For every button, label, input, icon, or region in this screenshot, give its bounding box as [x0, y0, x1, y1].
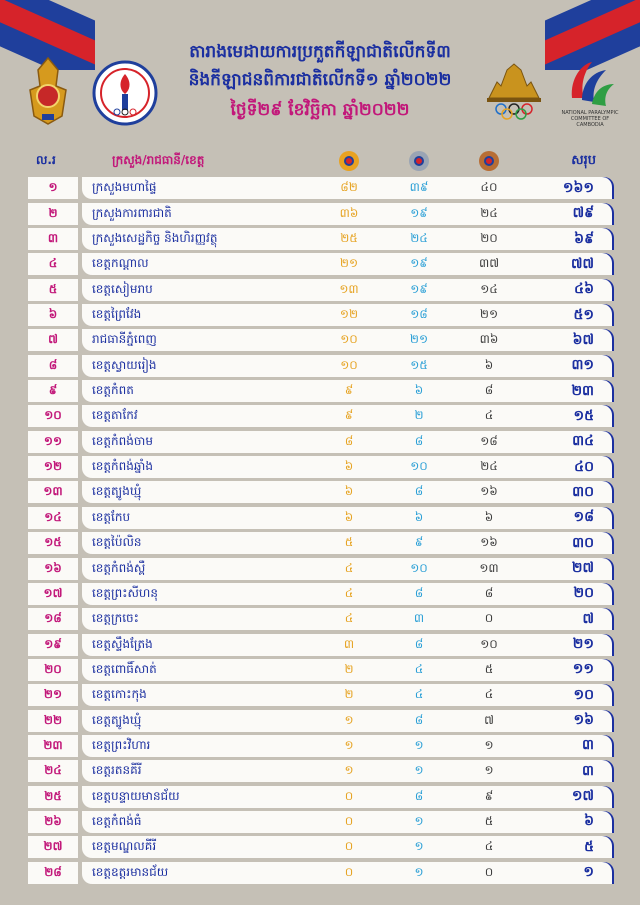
row-body	[82, 532, 612, 554]
row-bronze: ១៦	[480, 484, 498, 499]
row-body	[82, 329, 612, 351]
row-number: ១	[28, 177, 78, 199]
table-header	[28, 148, 612, 174]
row-body	[82, 760, 612, 782]
row-body	[82, 558, 612, 580]
row-name: ខេត្តមណ្ឌលគីរី	[92, 839, 157, 854]
row-silver: ៦	[414, 509, 424, 524]
row-body	[82, 608, 612, 630]
row-name: ខេត្តបន្ទាយមានជ័យ	[92, 788, 180, 803]
row-silver: ៨	[414, 433, 424, 448]
row-gold: ៩	[344, 383, 354, 398]
row-silver: ១៩	[410, 256, 428, 271]
row-silver: ៨	[414, 788, 424, 803]
table-row	[28, 786, 612, 808]
row-total: ៦៧	[572, 331, 594, 348]
row-bronze: ៥	[484, 813, 494, 828]
row-gold: ០	[344, 813, 354, 828]
row-bronze: ៤	[484, 839, 494, 854]
row-body	[82, 634, 612, 656]
row-name: ខេត្តព្រះវិហារ	[92, 737, 151, 752]
row-total: ១៧	[571, 788, 594, 805]
row-name: ខេត្តប៉ៃលិន	[92, 535, 142, 550]
row-total: ១៦	[573, 712, 594, 729]
row-gold: ២១	[339, 256, 359, 271]
row-name: ខេត្តត្បូងឃ្មុំ	[92, 484, 142, 499]
row-name: ខេត្តកំពត	[92, 383, 134, 398]
header-name: ក្រសួង/រាជធានី/ខេត្ត	[112, 153, 205, 167]
row-total: ១៦១	[562, 179, 594, 196]
row-silver: ១៩	[410, 281, 428, 296]
row-total: ៧៩	[572, 205, 594, 222]
row-number: ១៧	[28, 583, 78, 605]
table-body	[28, 177, 612, 883]
row-silver: ៤	[414, 661, 424, 676]
row-silver: ១០	[410, 560, 428, 575]
page-date: ថ្ងៃទី២៩ ខែវិច្ឆិកា ឆ្នាំ២០២២	[230, 100, 410, 120]
row-gold: ៤	[344, 611, 354, 626]
row-gold: ៩	[344, 408, 354, 423]
angkor-olympic-rings-icon	[478, 56, 550, 126]
row-total: ៤៦	[574, 281, 594, 298]
row-number: ២៧	[28, 836, 78, 858]
row-silver: ១៩	[410, 205, 428, 220]
row-gold: ៣៦	[339, 205, 359, 220]
row-gold: ៤	[344, 585, 354, 600]
row-body	[82, 253, 612, 275]
row-total: ៧	[582, 610, 594, 627]
row-total: ៣០	[572, 534, 594, 551]
row-number: ៤	[28, 253, 78, 275]
row-number: ១៦	[28, 558, 78, 580]
table-row	[28, 760, 612, 782]
row-gold: ៥	[344, 535, 354, 550]
row-name: ខេត្តស្វាយរៀង	[92, 357, 157, 372]
page-title-line1: តារាងមេដាយការប្រកួតកីឡាជាតិលើកទី៣	[189, 42, 451, 62]
row-gold: ៦	[344, 459, 354, 474]
row-silver: ៨	[414, 712, 424, 727]
row-number: ១៥	[28, 532, 78, 554]
row-silver: ៦	[414, 383, 424, 398]
row-bronze: ៣៦	[479, 332, 499, 347]
bronze-medal-icon	[479, 151, 499, 171]
row-gold: ៨២	[340, 180, 358, 195]
row-number: ១២	[28, 456, 78, 478]
row-number: ២៥	[28, 786, 78, 808]
row-silver: ៣	[413, 611, 425, 626]
table-row	[28, 735, 612, 757]
row-bronze: ៣៧	[478, 256, 500, 271]
row-body	[82, 836, 612, 858]
row-number: ១៨	[28, 608, 78, 630]
row-silver: ៩	[414, 535, 424, 550]
npc-caption: NATIONAL PARALYMPIC COMMITTEE OF CAMBODIA	[561, 110, 619, 128]
row-silver: ១៥	[410, 357, 428, 372]
table-row	[28, 405, 612, 427]
row-total: ១១	[572, 661, 594, 678]
row-gold: ១៣	[339, 281, 359, 296]
table-row	[28, 836, 612, 858]
row-number: ១៤	[28, 507, 78, 529]
row-total: ៦៩	[574, 230, 594, 247]
row-name: ក្រសួងការពារជាតិ	[92, 205, 172, 220]
row-bronze: ១៦	[480, 535, 498, 550]
row-number: ២៤	[28, 760, 78, 782]
row-number: ៣	[28, 228, 78, 250]
row-gold: ៤	[344, 560, 354, 575]
header-total: សរុប	[571, 152, 596, 168]
row-gold: ១	[344, 737, 354, 752]
row-total: ៥១	[573, 306, 594, 323]
row-number: ២៣	[28, 735, 78, 757]
row-name: ក្រសួងសេដ្ឋកិច្ច និងហិរញ្ញវត្ថុ	[92, 231, 218, 246]
table-row	[28, 583, 612, 605]
row-total: ៧៧	[571, 255, 594, 272]
row-gold: ១០	[340, 357, 358, 372]
row-name: ខេត្តកំពង់ស្ពឺ	[92, 560, 146, 575]
ministry-emblem-icon	[22, 56, 74, 126]
row-name: ខេត្តព្រៃវែង	[92, 307, 142, 322]
row-bronze: ៤០	[480, 180, 498, 195]
row-silver: ១	[414, 839, 424, 854]
row-gold: ១	[344, 712, 354, 727]
row-bronze: ៧	[484, 712, 494, 727]
row-gold: ០	[344, 864, 354, 879]
row-name: ខេត្តសៀមរាប	[92, 281, 153, 296]
medal-table	[28, 148, 612, 884]
table-row	[28, 203, 612, 225]
table-row	[28, 253, 612, 275]
row-silver: ២	[414, 408, 424, 423]
row-body	[82, 786, 612, 808]
row-total: ២៣	[571, 382, 594, 399]
row-total: ១៥	[573, 407, 594, 424]
row-bronze: ១០	[480, 636, 498, 651]
row-bronze: ០	[484, 864, 494, 879]
table-row	[28, 710, 612, 732]
page-title-line2: និងកីឡាជនពិការជាតិលើកទី១ ឆ្នាំ២០២២	[188, 70, 452, 90]
table-row	[28, 634, 612, 656]
row-total: ២៧	[571, 560, 594, 576]
table-row	[28, 177, 612, 199]
row-gold: ១២	[339, 307, 359, 322]
row-body	[82, 279, 612, 301]
header-no: ល.រ	[36, 153, 56, 167]
row-silver: ៣៩	[409, 180, 429, 195]
row-name: ខេត្តស្ទឹងត្រែង	[92, 636, 153, 651]
row-bronze: ២០	[480, 231, 498, 246]
row-total: ៣០	[572, 483, 594, 500]
gold-medal-icon	[339, 151, 359, 171]
row-body	[82, 684, 612, 706]
row-total: ១៨	[573, 509, 594, 526]
row-silver: ៨	[414, 484, 424, 499]
row-name: ក្រសួងមហាផ្ទៃ	[92, 180, 157, 195]
row-number: ១០	[28, 405, 78, 427]
row-bronze: ៤	[484, 408, 494, 423]
row-bronze: ៥	[484, 661, 494, 676]
row-silver: ១០	[410, 459, 428, 474]
table-row	[28, 228, 612, 250]
row-gold: ១	[344, 763, 354, 778]
table-row	[28, 355, 612, 377]
row-gold: ៣	[343, 636, 355, 651]
table-row	[28, 481, 612, 503]
row-silver: ១៨	[410, 307, 428, 322]
row-name: ខេត្តត្បូងឃ្មុំ	[92, 712, 142, 727]
row-gold: ១០	[340, 332, 358, 347]
row-total: ២១	[572, 636, 594, 653]
row-number: ២១	[28, 684, 78, 706]
row-bronze: ១	[484, 737, 494, 752]
row-silver: ៨	[414, 585, 424, 600]
row-body	[82, 659, 612, 681]
row-name: ខេត្តក្រចេះ	[92, 611, 139, 626]
table-row	[28, 659, 612, 681]
row-bronze: ២៤	[480, 205, 498, 220]
row-body	[82, 481, 612, 503]
row-number: ៦	[28, 304, 78, 326]
table-row	[28, 811, 612, 833]
row-bronze: ១៤	[480, 281, 498, 296]
row-number: ២	[28, 203, 78, 225]
table-row	[28, 558, 612, 580]
row-gold: ៦	[344, 484, 354, 499]
noc-torch-icon	[92, 60, 158, 126]
row-body	[82, 431, 612, 453]
row-name: ខេត្តកោះកុង	[92, 687, 147, 702]
row-body	[82, 456, 612, 478]
row-bronze: ៨	[484, 585, 494, 600]
row-number: ២៨	[28, 862, 78, 884]
row-body	[82, 811, 612, 833]
paralympic-agitos-icon	[560, 58, 620, 128]
row-number: ១១	[28, 431, 78, 453]
table-row	[28, 279, 612, 301]
row-bronze: ៩	[484, 788, 494, 803]
row-body	[82, 203, 612, 225]
row-gold: ០	[344, 788, 354, 803]
table-row	[28, 304, 612, 326]
table-row	[28, 507, 612, 529]
row-name: ខេត្តរតនគីរី	[92, 763, 142, 778]
row-body	[82, 304, 612, 326]
row-body	[82, 735, 612, 757]
row-silver: ៤	[414, 687, 424, 702]
row-bronze: ៨	[484, 383, 494, 398]
row-bronze: ២៤	[480, 459, 498, 474]
row-name: ខេត្តព្រះសីហនុ	[92, 585, 158, 600]
row-total: ៣	[582, 737, 594, 754]
title-block	[160, 38, 480, 124]
row-number: ៩	[28, 380, 78, 402]
row-silver: ១	[414, 737, 424, 752]
row-gold: ៨	[344, 433, 354, 448]
row-total: ៤០	[574, 458, 594, 475]
row-name: ខេត្តកំពង់ឆ្នាំង	[92, 459, 153, 474]
row-gold: ០	[344, 839, 354, 854]
row-number: ៥	[28, 279, 78, 301]
table-row	[28, 532, 612, 554]
row-name: ខេត្តពោធិ៍សាត់	[92, 661, 157, 676]
row-number: ៧	[28, 329, 78, 351]
row-name: ខេត្តកែប	[92, 509, 131, 524]
row-silver: ២៤	[410, 231, 428, 246]
row-body	[82, 583, 612, 605]
row-body	[82, 405, 612, 427]
row-gold: ៦	[344, 509, 354, 524]
row-gold: ២៥	[340, 231, 358, 246]
row-silver: ៨	[414, 636, 424, 651]
row-silver: ១	[414, 763, 424, 778]
row-name: រាជធានីភ្នំពេញ	[92, 332, 157, 347]
row-body	[82, 862, 612, 884]
table-row	[28, 608, 612, 630]
row-bronze: ៦	[484, 357, 494, 372]
row-name: ខេត្តកណ្តាល	[92, 256, 149, 271]
row-name: ខេត្តកំពង់ធំ	[92, 813, 142, 828]
row-total: ៣	[582, 762, 594, 779]
row-bronze: ០	[484, 611, 494, 626]
row-body	[82, 228, 612, 250]
table-row	[28, 684, 612, 706]
row-number: ២៦	[28, 811, 78, 833]
table-row	[28, 431, 612, 453]
row-bronze: ២១	[479, 307, 499, 322]
row-bronze: ១៨	[480, 433, 498, 448]
row-total: ១	[583, 864, 594, 881]
row-bronze: ៦	[484, 509, 494, 524]
row-name: ខេត្តកំពង់ចាម	[92, 433, 153, 448]
row-total: ១០	[573, 686, 594, 703]
row-total: ២០	[573, 585, 594, 602]
row-body	[82, 507, 612, 529]
table-row	[28, 456, 612, 478]
row-total: ៦	[584, 813, 594, 830]
table-row	[28, 380, 612, 402]
row-number: ១៩	[28, 634, 78, 656]
row-name: ខេត្តតាកែវ	[92, 408, 138, 423]
silver-medal-icon	[409, 151, 429, 171]
row-body	[82, 380, 612, 402]
row-number: ២០	[28, 659, 78, 681]
row-total: ៥	[584, 838, 594, 855]
table-row	[28, 329, 612, 351]
row-silver: ១	[414, 813, 424, 828]
row-number: ៨	[28, 355, 78, 377]
row-name: ខេត្តឧត្តរមានជ័យ	[92, 864, 169, 879]
row-bronze: ៤	[484, 687, 494, 702]
row-body	[82, 177, 612, 199]
row-body	[82, 710, 612, 732]
row-number: ១៣	[28, 481, 78, 503]
row-total: ៣១	[571, 357, 594, 374]
row-bronze: ១៣	[479, 560, 499, 575]
row-gold: ២	[344, 661, 354, 676]
row-silver: ១	[414, 864, 424, 879]
row-gold: ២	[344, 687, 354, 702]
row-total: ៣៤	[572, 433, 594, 450]
table-row	[28, 862, 612, 884]
row-silver: ២១	[409, 332, 429, 347]
row-number: ២២	[28, 710, 78, 732]
row-bronze: ១	[484, 763, 494, 778]
row-body	[82, 355, 612, 377]
